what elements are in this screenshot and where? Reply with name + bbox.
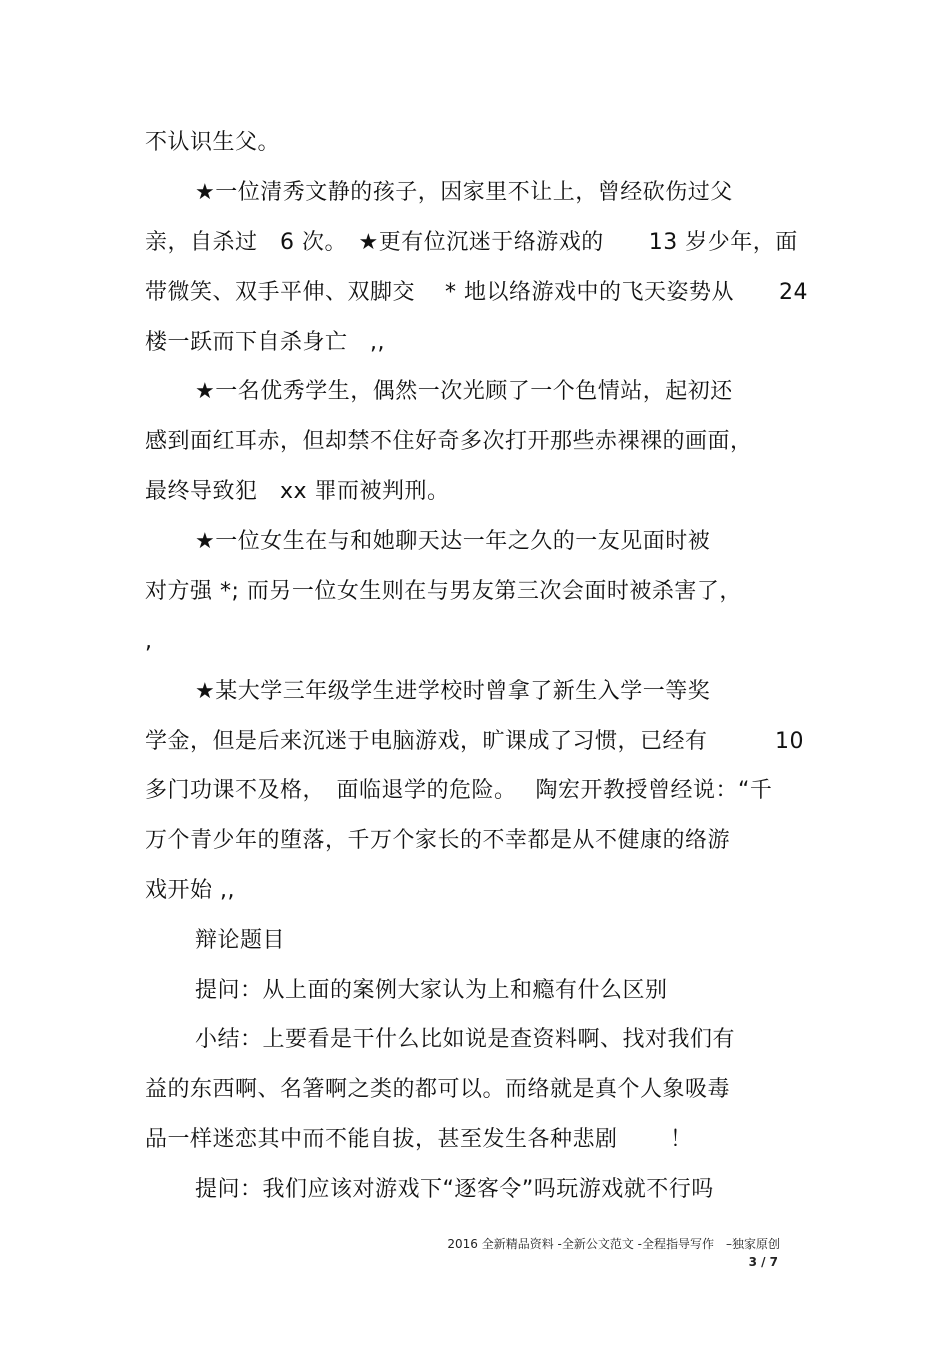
page-number: 3 / 7	[748, 1255, 778, 1269]
text-line: 益的东西啊、名箸啊之类的都可以。而络就是真个人象吸毒	[145, 1077, 731, 1102]
text-line: 品一样迷恋其中而不能自拔，甚至发生各种悲剧 ！	[145, 1127, 693, 1152]
text-line: 多门功课不及格， 面临退学的危险。 陶宏开教授曾经说：“千	[145, 778, 773, 803]
text-line: 最终导致犯 xx 罪而被判刑。	[145, 479, 450, 504]
text-line: 提问：我们应该对游戏下“逐客令”吗玩游戏就不行吗	[195, 1177, 714, 1202]
text-line: ★一位清秀文静的孩子，因家里不让上，曾经砍伤过父	[195, 180, 733, 205]
text-line: 带微笑、双手平伸、双脚交 * 地以络游戏中的飞天姿势从 24	[145, 280, 808, 305]
text-line: 提问：从上面的案例大家认为上和瘾有什么区别	[195, 978, 668, 1003]
text-line: 感到面红耳赤，但却禁不住好奇多次打开那些赤裸裸的画面，	[145, 429, 753, 454]
section-heading: 辩论题目	[195, 928, 286, 953]
text-line: 戏开始 ,,	[145, 878, 235, 903]
page-footer: 2016 全新精品资料 -全新公文范文 -全程指导写作 –独家原创	[447, 1237, 780, 1251]
text-line: 不认识生父。	[145, 130, 281, 155]
text-line: 对方强 *; 而另一位女生则在与男友第三次会面时被杀害了，	[145, 579, 742, 604]
text-line: ★一名优秀学生，偶然一次光顾了一个色情站，起初还	[195, 379, 733, 404]
text-line: ,	[145, 629, 153, 654]
text-line: ★一位女生在与和她聊天达一年之久的一友见面时被	[195, 529, 711, 554]
text-line: ★某大学三年级学生进学校时曾拿了新生入学一等奖	[195, 679, 711, 704]
text-line: 小结：上要看是干什么比如说是查资料啊、找对我们有	[195, 1027, 736, 1052]
text-line: 亲，自杀过 6 次。 ★更有位沉迷于络游戏的 13 岁少年，面	[145, 230, 798, 255]
text-line: 万个青少年的堕落，千万个家长的不幸都是从不健康的络游	[145, 828, 731, 853]
text-line: 楼一跃而下自杀身亡 ,,	[145, 330, 385, 355]
text-line: 学金，但是后来沉迷于电脑游戏，旷课成了习惯，已经有 10	[145, 729, 804, 754]
